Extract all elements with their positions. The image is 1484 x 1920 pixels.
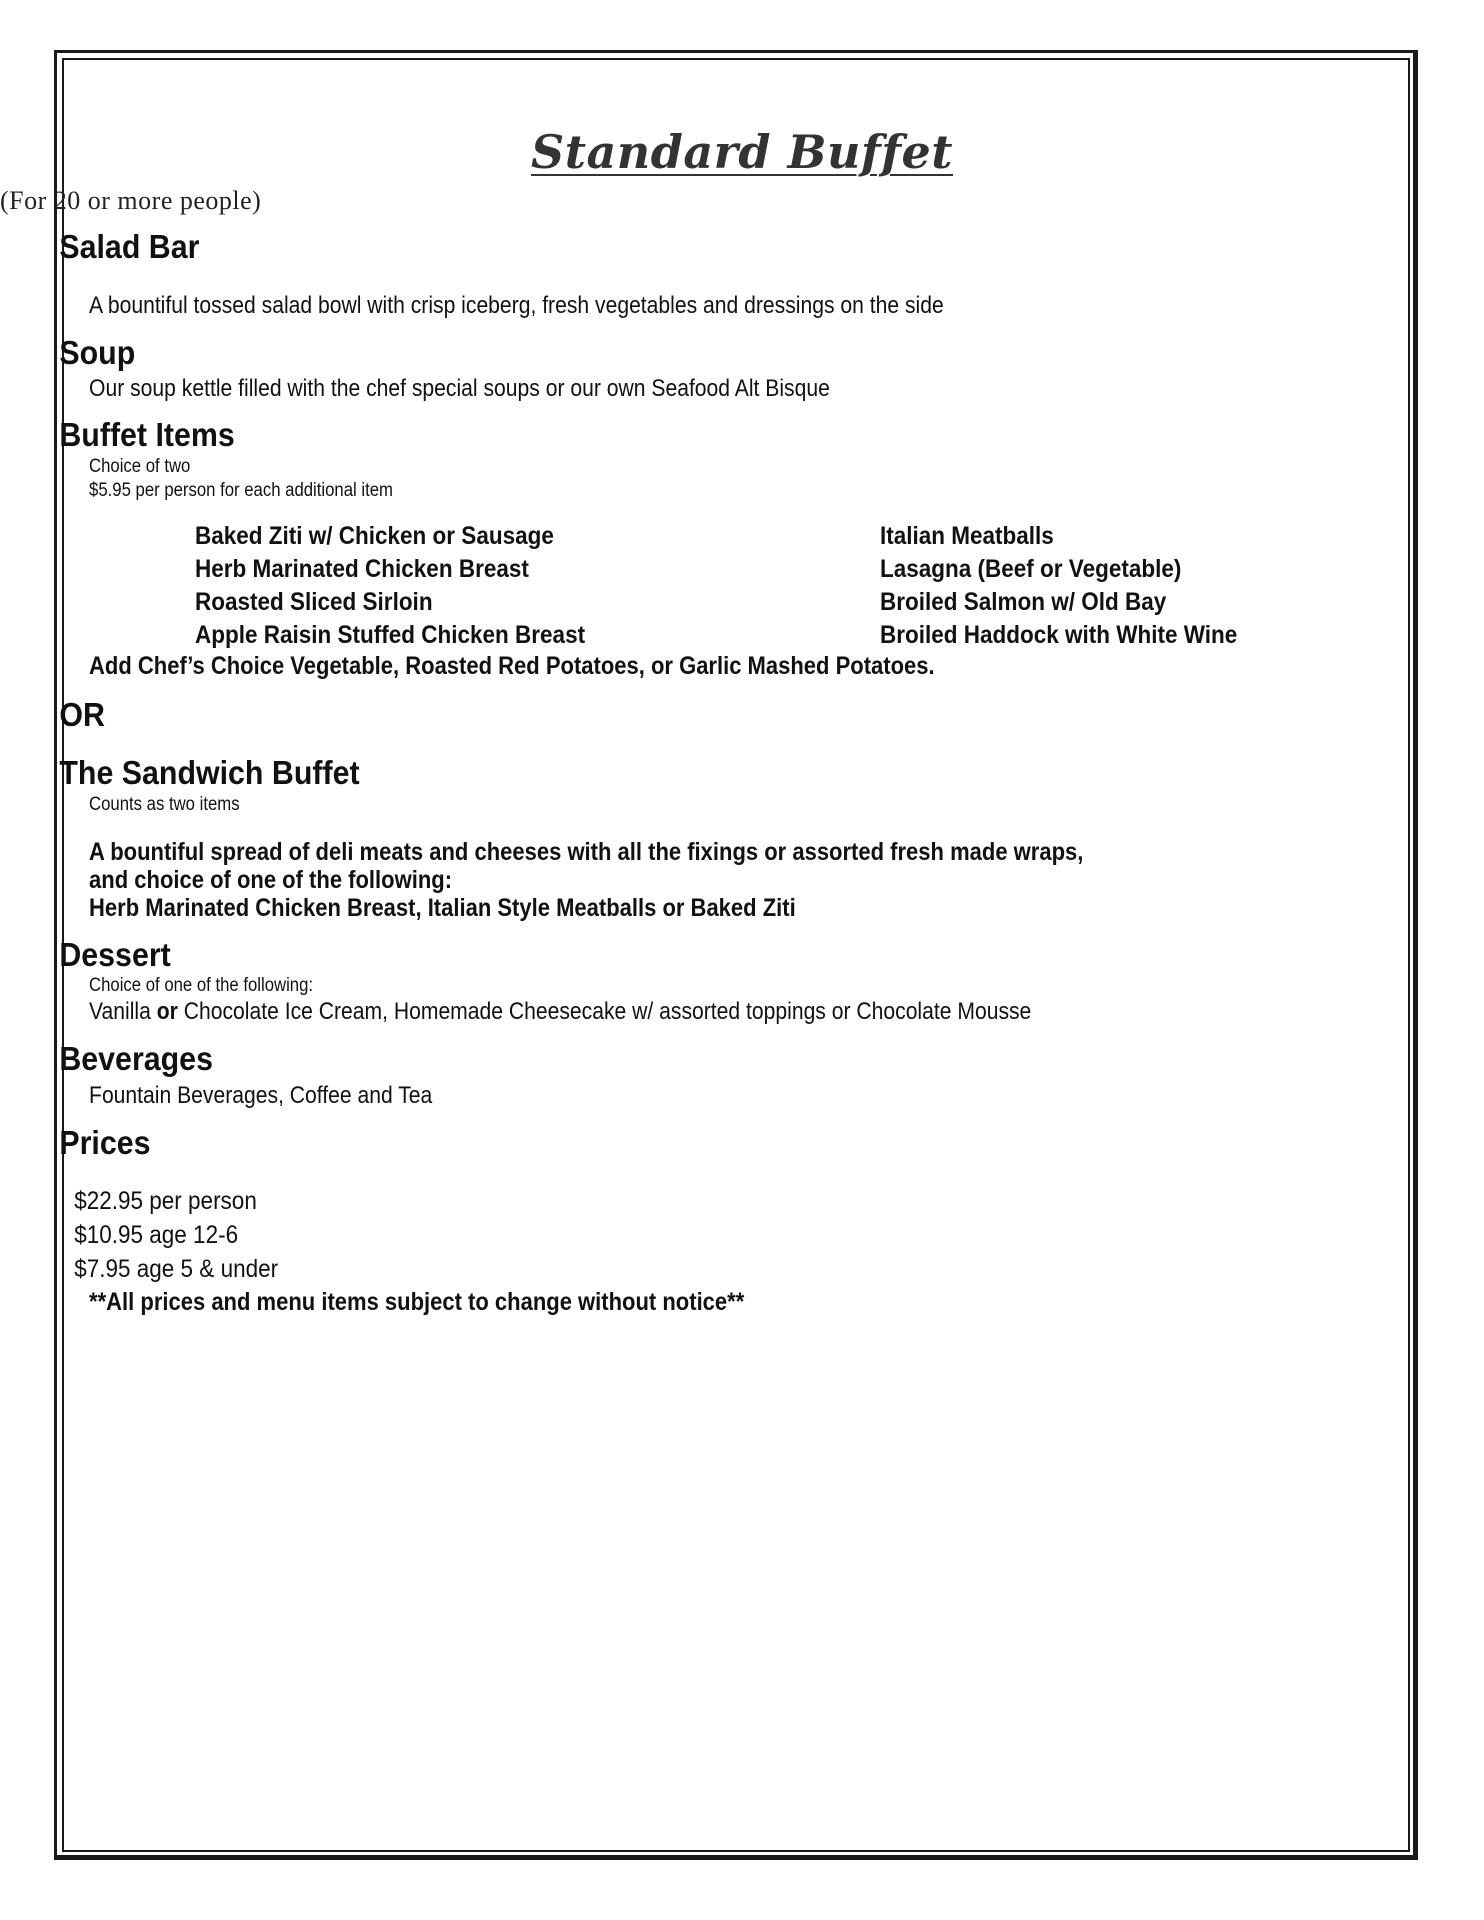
menu-title <box>0 125 1484 179</box>
menu-title-text: Standard Buffet <box>530 125 954 179</box>
price-list <box>74 1184 1410 1286</box>
sandwich-buffet-heading: The Sandwich Buffet <box>59 754 360 791</box>
buffet-items-left-column <box>195 520 585 652</box>
salad-bar-description: A bountiful tossed salad bowl with crisp iceberg, fresh vegetables and dressings on the side <box>89 292 944 319</box>
list-item: Broiled Salmon w/ Old Bay <box>880 588 1167 616</box>
dessert-text-part-1: Vanilla <box>89 998 157 1025</box>
buffet-items-right-column <box>880 520 1237 652</box>
sides-line: Add Chef’s Choice Vegetable, Roasted Red Potatoes, or Garlic Mashed Potatoes. <box>89 652 935 680</box>
list-item: Baked Ziti w/ Chicken or Sausage <box>195 522 554 550</box>
dessert-description <box>89 998 1395 1026</box>
price-disclaimer: **All prices and menu items subject to change without notice** <box>89 1288 745 1316</box>
soup-heading: Soup <box>59 334 136 371</box>
list-item: Roasted Sliced Sirloin <box>195 588 433 616</box>
buffet-items-choice-note: Choice of two <box>89 456 191 477</box>
list-item: Herb Marinated Chicken Breast <box>195 555 529 583</box>
sandwich-buffet-note: Counts as two items <box>89 794 240 815</box>
list-item: Apple Raisin Stuffed Chicken Breast <box>195 621 586 649</box>
sandwich-buffet-line-1: A bountiful spread of deli meats and cheeses with all the fixings or assorted fresh made wraps, <box>89 838 1084 866</box>
list-item: Broiled Haddock with White Wine <box>880 621 1238 649</box>
salad-bar-heading: Salad Bar <box>59 228 200 265</box>
soup-description: Our soup kettle filled with the chef special soups or our own Seafood Alt Bisque <box>89 375 830 402</box>
list-item: Italian Meatballs <box>880 522 1054 550</box>
menu-subtitle: (For 20 or more people) <box>0 186 262 215</box>
buffet-items-heading: Buffet Items <box>59 416 235 453</box>
dessert-heading: Dessert <box>59 936 171 973</box>
or-divider: OR <box>59 696 105 733</box>
beverages-description: Fountain Beverages, Coffee and Tea <box>89 1082 433 1109</box>
dessert-or-word: or <box>156 998 178 1025</box>
price-line: $10.95 age 12-6 <box>74 1221 239 1249</box>
sandwich-buffet-line-2: and choice of one of the following: <box>89 866 453 894</box>
dessert-text-part-2: Chocolate Ice Cream, Homemade Cheesecake w/ assorted toppings or Chocolate Mousse <box>177 998 1032 1025</box>
prices-heading: Prices <box>59 1124 151 1161</box>
dessert-note: Choice of one of the following: <box>89 975 314 996</box>
price-line: $7.95 age 5 & under <box>74 1255 279 1283</box>
price-line: $22.95 per person <box>74 1187 257 1215</box>
list-item: Lasagna (Beef or Vegetable) <box>880 555 1182 583</box>
buffet-items-price-note: $5.95 per person for each additional item <box>89 480 393 501</box>
beverages-heading: Beverages <box>59 1040 213 1077</box>
sandwich-buffet-line-3: Herb Marinated Chicken Breast, Italian Style Meatballs or Baked Ziti <box>89 894 796 922</box>
